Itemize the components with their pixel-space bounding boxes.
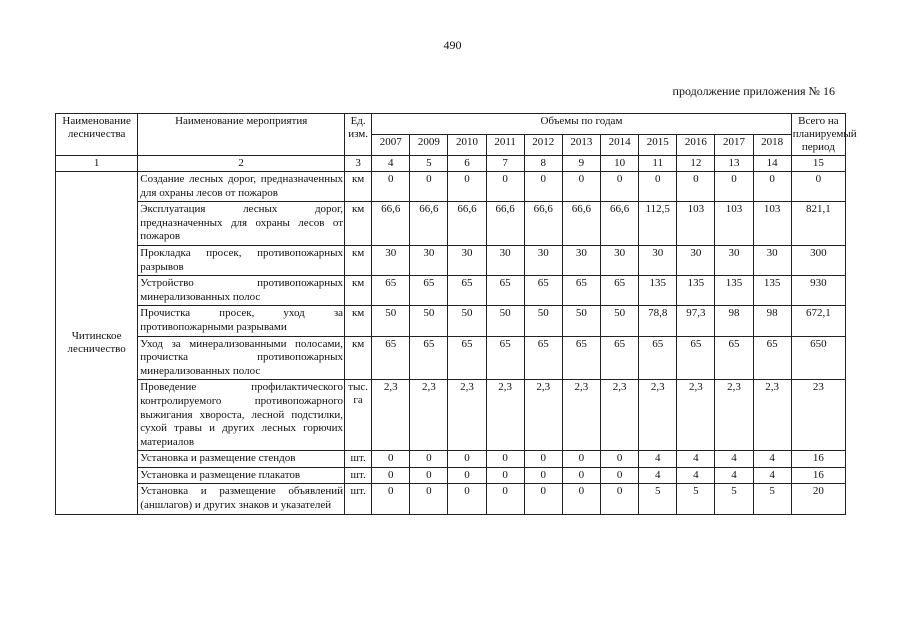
column-number: 15 — [791, 156, 845, 172]
year-value: 65 — [562, 336, 600, 380]
year-value: 66,6 — [448, 202, 486, 246]
year-value: 103 — [677, 202, 715, 246]
table-row — [56, 484, 846, 514]
year-value: 2,3 — [372, 380, 410, 451]
year-value: 0 — [524, 451, 562, 468]
year-value: 103 — [715, 202, 753, 246]
header-year: 2016 — [677, 135, 715, 156]
year-value: 135 — [753, 276, 791, 306]
header-year: 2017 — [715, 135, 753, 156]
unit-cell: тыс. га — [345, 380, 372, 451]
year-value: 50 — [562, 306, 600, 336]
header-year: 2010 — [448, 135, 486, 156]
year-value: 65 — [753, 336, 791, 380]
year-value: 65 — [448, 276, 486, 306]
total-value: 672,1 — [791, 306, 845, 336]
year-value: 0 — [372, 467, 410, 484]
column-numbers-row — [56, 156, 846, 172]
column-number: 5 — [410, 156, 448, 172]
year-value: 4 — [639, 467, 677, 484]
table-row — [56, 276, 846, 306]
continuation-note: продолжение приложения № 16 — [672, 84, 835, 98]
year-value: 4 — [677, 451, 715, 468]
total-value: 0 — [791, 172, 845, 202]
unit-cell: км — [345, 276, 372, 306]
year-value: 2,3 — [562, 380, 600, 451]
header-year: 2015 — [639, 135, 677, 156]
year-value: 0 — [372, 484, 410, 514]
year-value: 66,6 — [601, 202, 639, 246]
year-value: 0 — [715, 172, 753, 202]
year-value: 0 — [639, 172, 677, 202]
year-value: 50 — [601, 306, 639, 336]
header-total: Всего на планируемый период — [791, 114, 845, 156]
year-value: 30 — [753, 245, 791, 275]
year-value: 0 — [410, 451, 448, 468]
activity-name: Прокладка просек, противопожарных разрывов — [138, 245, 345, 275]
year-value: 0 — [524, 484, 562, 514]
year-value: 2,3 — [486, 380, 524, 451]
year-value: 0 — [524, 172, 562, 202]
year-value: 0 — [562, 467, 600, 484]
year-value: 65 — [372, 276, 410, 306]
year-value: 5 — [753, 484, 791, 514]
year-value: 30 — [486, 245, 524, 275]
year-value: 135 — [715, 276, 753, 306]
year-value: 50 — [448, 306, 486, 336]
activity-name: Создание лесных дорог, предназначенных для охраны лесов от пожаров — [138, 172, 345, 202]
year-value: 65 — [524, 336, 562, 380]
year-value: 30 — [639, 245, 677, 275]
year-value: 5 — [715, 484, 753, 514]
activity-name: Проведение профилактического контролируемого противопожарного выжигания хвороста, лесной подстилки, сухой травы и других лесных горючих материалов — [138, 380, 345, 451]
total-value: 300 — [791, 245, 845, 275]
year-value: 2,3 — [410, 380, 448, 451]
year-value: 0 — [448, 484, 486, 514]
year-value: 30 — [601, 245, 639, 275]
column-number: 6 — [448, 156, 486, 172]
year-value: 66,6 — [562, 202, 600, 246]
header-year: 2018 — [753, 135, 791, 156]
year-value: 30 — [677, 245, 715, 275]
year-value: 30 — [410, 245, 448, 275]
year-value: 66,6 — [486, 202, 524, 246]
header-year: 2014 — [601, 135, 639, 156]
year-value: 103 — [753, 202, 791, 246]
activity-name: Установка и размещение плакатов — [138, 467, 345, 484]
column-number: 1 — [56, 156, 138, 172]
year-value: 2,3 — [448, 380, 486, 451]
table-row — [56, 380, 846, 451]
page-number: 490 — [443, 38, 462, 52]
header-year: 2007 — [372, 135, 410, 156]
year-value: 0 — [753, 172, 791, 202]
total-value: 20 — [791, 484, 845, 514]
header-year: 2012 — [524, 135, 562, 156]
year-value: 65 — [372, 336, 410, 380]
year-value: 0 — [410, 484, 448, 514]
column-number: 8 — [524, 156, 562, 172]
year-value: 65 — [486, 276, 524, 306]
year-value: 0 — [410, 467, 448, 484]
year-value: 0 — [372, 172, 410, 202]
year-value: 30 — [524, 245, 562, 275]
header-unit: Ед. изм. — [345, 114, 372, 156]
column-number: 14 — [753, 156, 791, 172]
year-value: 0 — [562, 451, 600, 468]
year-value: 4 — [677, 467, 715, 484]
year-value: 2,3 — [715, 380, 753, 451]
year-value: 30 — [372, 245, 410, 275]
year-value: 0 — [562, 484, 600, 514]
column-number: 12 — [677, 156, 715, 172]
year-value: 2,3 — [524, 380, 562, 451]
header-forestry: Наименование лесничества — [56, 114, 138, 156]
year-value: 4 — [639, 451, 677, 468]
column-number: 2 — [138, 156, 345, 172]
year-value: 0 — [601, 172, 639, 202]
year-value: 30 — [448, 245, 486, 275]
year-value: 0 — [486, 451, 524, 468]
year-value: 0 — [448, 467, 486, 484]
year-value: 0 — [562, 172, 600, 202]
activity-name: Уход за минерализованными полосами, прочистка противопожарных минерализованных полос — [138, 336, 345, 380]
year-value: 0 — [601, 451, 639, 468]
table-row — [56, 336, 846, 380]
year-value: 66,6 — [372, 202, 410, 246]
year-value: 65 — [677, 336, 715, 380]
unit-cell: км — [345, 306, 372, 336]
year-value: 2,3 — [601, 380, 639, 451]
year-value: 5 — [639, 484, 677, 514]
column-number: 10 — [601, 156, 639, 172]
total-value: 650 — [791, 336, 845, 380]
unit-cell: км — [345, 336, 372, 380]
year-value: 5 — [677, 484, 715, 514]
year-value: 50 — [486, 306, 524, 336]
unit-cell: км — [345, 202, 372, 246]
year-value: 65 — [410, 276, 448, 306]
year-value: 4 — [753, 451, 791, 468]
year-value: 65 — [601, 336, 639, 380]
total-value: 16 — [791, 467, 845, 484]
year-value: 0 — [486, 467, 524, 484]
year-value: 2,3 — [639, 380, 677, 451]
year-value: 135 — [677, 276, 715, 306]
year-value: 135 — [639, 276, 677, 306]
unit-cell: км — [345, 245, 372, 275]
year-value: 0 — [601, 467, 639, 484]
year-value: 0 — [486, 172, 524, 202]
year-value: 65 — [715, 336, 753, 380]
header-row — [56, 114, 846, 135]
column-number: 4 — [372, 156, 410, 172]
total-value: 16 — [791, 451, 845, 468]
activity-name: Прочистка просек, уход за противопожарными разрывами — [138, 306, 345, 336]
year-value: 65 — [562, 276, 600, 306]
activity-name: Эксплуатация лесных дорог, предназначенных для охраны лесов от пожаров — [138, 202, 345, 246]
header-year: 2009 — [410, 135, 448, 156]
activity-name: Установка и размещение объявлений (аншлагов) и других знаков и указателей — [138, 484, 345, 514]
year-value: 30 — [562, 245, 600, 275]
column-number: 11 — [639, 156, 677, 172]
year-value: 65 — [601, 276, 639, 306]
table-row — [56, 451, 846, 468]
year-value: 0 — [410, 172, 448, 202]
header-volumes: Объемы по годам — [372, 114, 792, 135]
forestry-name: Читинское лесничество — [56, 172, 138, 515]
unit-cell: шт. — [345, 467, 372, 484]
table-row — [56, 172, 846, 202]
year-value: 50 — [410, 306, 448, 336]
year-value: 65 — [639, 336, 677, 380]
year-value: 0 — [372, 451, 410, 468]
year-value: 98 — [753, 306, 791, 336]
year-value: 2,3 — [753, 380, 791, 451]
year-value: 98 — [715, 306, 753, 336]
year-value: 65 — [448, 336, 486, 380]
year-value: 30 — [715, 245, 753, 275]
year-value: 0 — [486, 484, 524, 514]
column-number: 7 — [486, 156, 524, 172]
year-value: 0 — [601, 484, 639, 514]
year-value: 0 — [677, 172, 715, 202]
year-value: 0 — [524, 467, 562, 484]
column-number: 9 — [562, 156, 600, 172]
year-value: 78,8 — [639, 306, 677, 336]
activity-name: Установка и размещение стендов — [138, 451, 345, 468]
year-value: 65 — [410, 336, 448, 380]
column-number: 13 — [715, 156, 753, 172]
column-number: 3 — [345, 156, 372, 172]
year-value: 65 — [524, 276, 562, 306]
header-year: 2011 — [486, 135, 524, 156]
table-row — [56, 306, 846, 336]
year-value: 4 — [715, 451, 753, 468]
header-activity: Наименование мероприятия — [138, 114, 345, 156]
total-value: 930 — [791, 276, 845, 306]
table-row — [56, 202, 846, 246]
table-row — [56, 245, 846, 275]
year-value: 0 — [448, 451, 486, 468]
unit-cell: шт. — [345, 484, 372, 514]
year-value: 4 — [715, 467, 753, 484]
header-year: 2013 — [562, 135, 600, 156]
activities-table — [55, 113, 857, 515]
year-value: 50 — [524, 306, 562, 336]
year-value: 97,3 — [677, 306, 715, 336]
year-value: 66,6 — [410, 202, 448, 246]
year-value: 2,3 — [677, 380, 715, 451]
unit-cell: шт. — [345, 451, 372, 468]
year-value: 50 — [372, 306, 410, 336]
year-value: 4 — [753, 467, 791, 484]
unit-cell: км — [345, 172, 372, 202]
year-value: 65 — [486, 336, 524, 380]
activity-name: Устройство противопожарных минерализованных полос — [138, 276, 345, 306]
total-value: 821,1 — [791, 202, 845, 246]
year-value: 66,6 — [524, 202, 562, 246]
total-value: 23 — [791, 380, 845, 451]
year-value: 112,5 — [639, 202, 677, 246]
table-row — [56, 467, 846, 484]
year-value: 0 — [448, 172, 486, 202]
